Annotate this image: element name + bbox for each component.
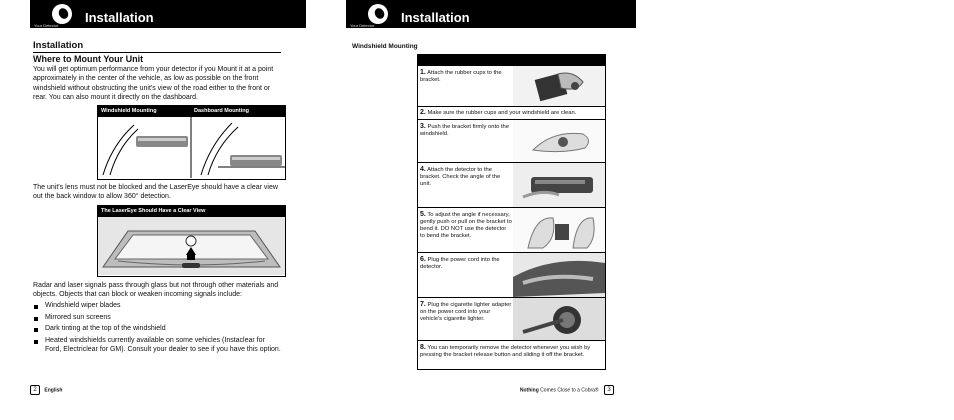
step-description: Make sure the rubber cups and your windshield are clean. [427, 110, 577, 116]
step-row [418, 119, 605, 162]
footer-slogan: Comes Close to a Cobra® [540, 387, 599, 394]
car-rear-view-illustration [98, 217, 285, 275]
left-header-title: Installation [85, 10, 154, 25]
step-description: Push the bracket firmly onto the windshield. [420, 124, 509, 137]
dashboard-mounting-label: Dashboard Mounting [194, 108, 249, 114]
step-text [420, 256, 512, 271]
step-row [418, 65, 605, 106]
right-header-title: Installation [401, 10, 470, 25]
lasereye-panel-header: The LaserEye Should Have a Clear View [98, 206, 285, 217]
step-text [420, 166, 512, 188]
step-row [418, 207, 605, 252]
cobra-logo-icon [52, 4, 72, 24]
step-row [418, 252, 605, 297]
list-item: Mirrored sun screens [33, 314, 283, 323]
step-text [420, 69, 512, 84]
left-page-number: 2 [30, 385, 40, 395]
footer-slogan-bold: Nothing [519, 387, 539, 394]
step-photo-push-bracket [513, 120, 605, 162]
list-item: Heated windshields currently available on some vehicles (Instaclear for Ford, Electriclear for GM). Consult your dealer to see if you have this option. [33, 337, 283, 354]
step-description: Attach the rubber cups to the bracket. [420, 70, 502, 83]
step-text [420, 109, 600, 117]
blocking-objects-list [33, 302, 283, 358]
windshield-mounting-heading: Windshield Mounting [352, 43, 418, 50]
right-header-subtitle: Your Detector [350, 23, 375, 28]
step-description: Attach the detector to the bracket. Check the angle of the unit. [420, 167, 501, 187]
step-row [418, 106, 605, 119]
step-description: To adjust the angle if necessary, gently push or pull on the bracket to bend it. DO NOT use the detector to bend the bracket. [420, 212, 512, 239]
right-page-number: 3 [604, 385, 614, 395]
step-row [418, 340, 605, 369]
footer-language: English [44, 387, 63, 394]
step-description: You can temporarily remove the detector whenever you wish by pressing the bracket release button and sliding it off the bracket. [420, 345, 591, 358]
left-header-bar [30, 0, 306, 28]
step-text [420, 123, 512, 138]
mounting-illustrations [98, 117, 285, 178]
steps-header-bar [418, 55, 605, 65]
cobra-logo-icon [368, 4, 388, 24]
left-header-subtitle: Your Detector [34, 23, 59, 28]
left-footer [30, 385, 62, 395]
installation-steps-table [417, 54, 606, 370]
lens-paragraph: The unit's lens must not be blocked and the LaserEye should have a clear view out the back window to allow 360° detection. [33, 184, 278, 201]
step-number: 4. [420, 166, 426, 173]
step-text [420, 211, 512, 240]
list-item: Dark tinting at the top of the windshield [33, 325, 283, 334]
step-row [418, 162, 605, 207]
step-number: 1. [420, 69, 426, 76]
subheading: Where to Mount Your Unit [33, 54, 144, 64]
step-description: Plug the power cord into the detector. [420, 257, 500, 270]
step-description: Plug the cigarette lighter adapter on the power cord into your vehicle's cigarette lighter. [420, 302, 512, 322]
list-item: Windshield wiper blades [33, 302, 283, 311]
step-row [418, 297, 605, 340]
step-photo-power-cord [513, 253, 605, 297]
step-number: 3. [420, 123, 426, 130]
intro-paragraph: You will get optimum performance from your detector if you Mount it at a point approximately in the center of the vehicle, as low as possible on the front windshield without obstructing the unit's view of the road either to the front or rear. You can also mount it directly on the dashboard. [33, 66, 274, 101]
radar-paragraph: Radar and laser signals pass through glass but not through other materials and objects. Objects that can block or weaken incoming signals include: [33, 282, 279, 299]
step-photo-attach-detector [513, 163, 605, 207]
windshield-mounting-label: Windshield Mounting [101, 108, 157, 114]
step-text [420, 301, 512, 323]
step-photo-adjust-angle [513, 208, 605, 252]
step-number: 8. [420, 344, 426, 351]
step-photo-rubber-cups [513, 66, 605, 106]
step-number: 7. [420, 301, 426, 308]
right-footer [520, 385, 614, 395]
step-number: 5. [420, 211, 426, 218]
step-number: 2. [420, 109, 426, 116]
lasereye-illustration-panel [97, 205, 286, 277]
mounting-panel-header [98, 106, 285, 117]
right-header-bar [346, 0, 636, 28]
step-photo-cigarette-lighter [513, 298, 605, 340]
mounting-illustration-panel [97, 105, 286, 180]
section-heading: Installation [33, 40, 281, 53]
step-text [420, 344, 600, 359]
step-number: 6. [420, 256, 426, 263]
